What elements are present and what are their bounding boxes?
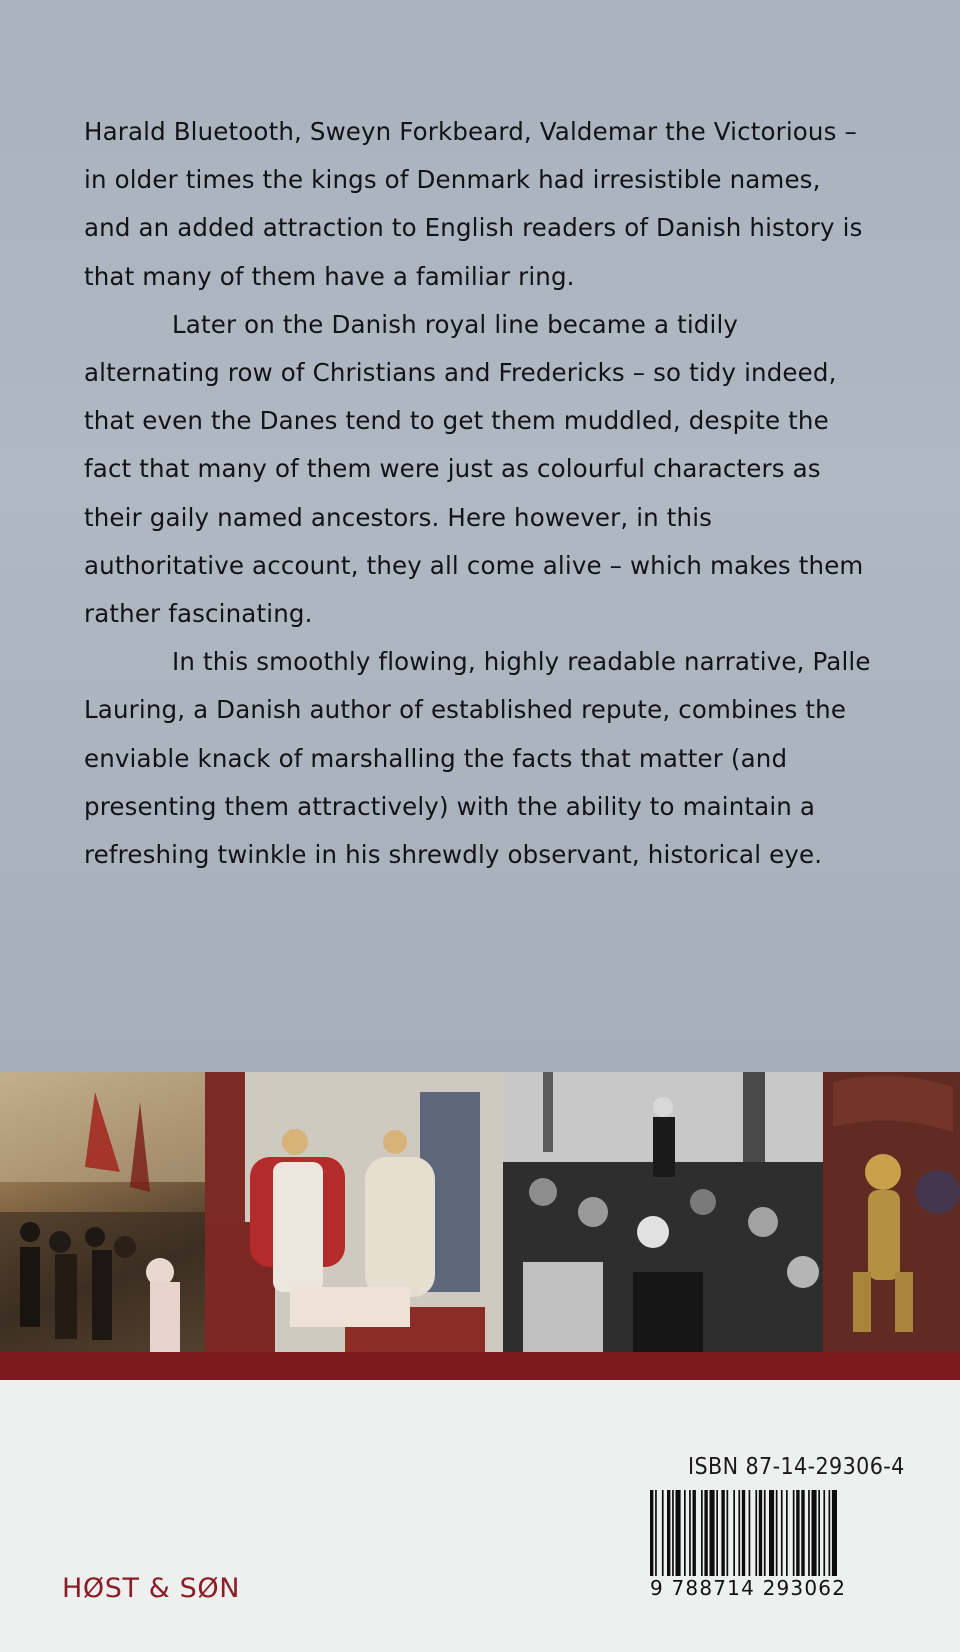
barcode-bar <box>796 1490 799 1578</box>
barcode-bar <box>721 1490 724 1578</box>
barcode-bar <box>759 1490 762 1578</box>
procession-painting <box>0 1072 205 1352</box>
publisher-logo: HØST & SØN <box>62 1573 240 1604</box>
barcode-number: 9 788714 293062 <box>650 1576 847 1600</box>
barcode-bar <box>755 1490 757 1578</box>
barcode-bar <box>701 1490 703 1578</box>
barcode-bar <box>786 1490 788 1578</box>
barcode-bar <box>738 1490 740 1578</box>
heraldic-tapestry-art <box>823 1072 960 1352</box>
barcode-bar <box>781 1490 783 1578</box>
barcode-bar <box>764 1490 766 1578</box>
blurb-paragraph-3: In this smoothly flowing, highly readable narrative, Palle Lauring, a Danish author of established repute, combines the enviable knack of marshalling the facts that matter (and presenting them attractively) with the ability to maintain a refreshing twinkle in his shrewdly observant, historical eye. <box>84 647 871 870</box>
barcode-bar <box>710 1490 715 1578</box>
barcode-bar <box>829 1490 831 1578</box>
barcode-bar <box>676 1490 681 1578</box>
coronation-painting-art <box>205 1072 503 1352</box>
procession-painting-art <box>0 1072 205 1352</box>
barcode-bar <box>823 1490 825 1578</box>
blurb-paragraph-2: Later on the Danish royal line became a tidily alternating row of Christians and Fredericks – so tidy indeed, that even the Danes tend to get them muddled, despite the fact that many of them were just as colourful characters as their gaily named ancestors. Here however, in this authoritative account, they all come alive – which makes them rather fascinating. <box>84 309 864 629</box>
barcode-bar <box>672 1490 674 1578</box>
red-band <box>0 1352 960 1380</box>
barcode-bar <box>733 1490 735 1578</box>
barcode-bar <box>801 1490 804 1578</box>
coronation-painting <box>205 1072 503 1352</box>
crowd-photograph <box>503 1072 823 1352</box>
barcode-bar <box>812 1490 817 1578</box>
image-strip <box>0 1072 960 1352</box>
barcode-bar <box>693 1490 696 1578</box>
barcode-bar <box>776 1490 778 1578</box>
barcode-bar <box>684 1490 686 1578</box>
barcode-bar <box>662 1490 664 1578</box>
isbn-label: ISBN 87-14-29306-4 <box>688 1454 905 1480</box>
barcode-bar <box>808 1490 810 1578</box>
crowd-photograph-art <box>503 1072 823 1352</box>
barcode-bar <box>716 1490 718 1578</box>
barcode-bar <box>818 1490 820 1578</box>
barcode-bar <box>793 1490 795 1578</box>
blurb-paragraph-1: Harald Bluetooth, Sweyn Forkbeard, Valdemar the Victorious – in older times the kings of Denmark had irresistible names, and an added attraction to English readers of Danish history is that many of them have a familiar ring. <box>84 117 863 291</box>
barcode-bar <box>689 1490 691 1578</box>
barcode-bar <box>704 1490 707 1578</box>
barcode-bar <box>667 1490 670 1578</box>
blurb-text <box>84 108 874 879</box>
barcode-bar <box>769 1490 774 1578</box>
heraldic-tapestry <box>823 1072 960 1352</box>
barcode-bar <box>727 1490 729 1578</box>
